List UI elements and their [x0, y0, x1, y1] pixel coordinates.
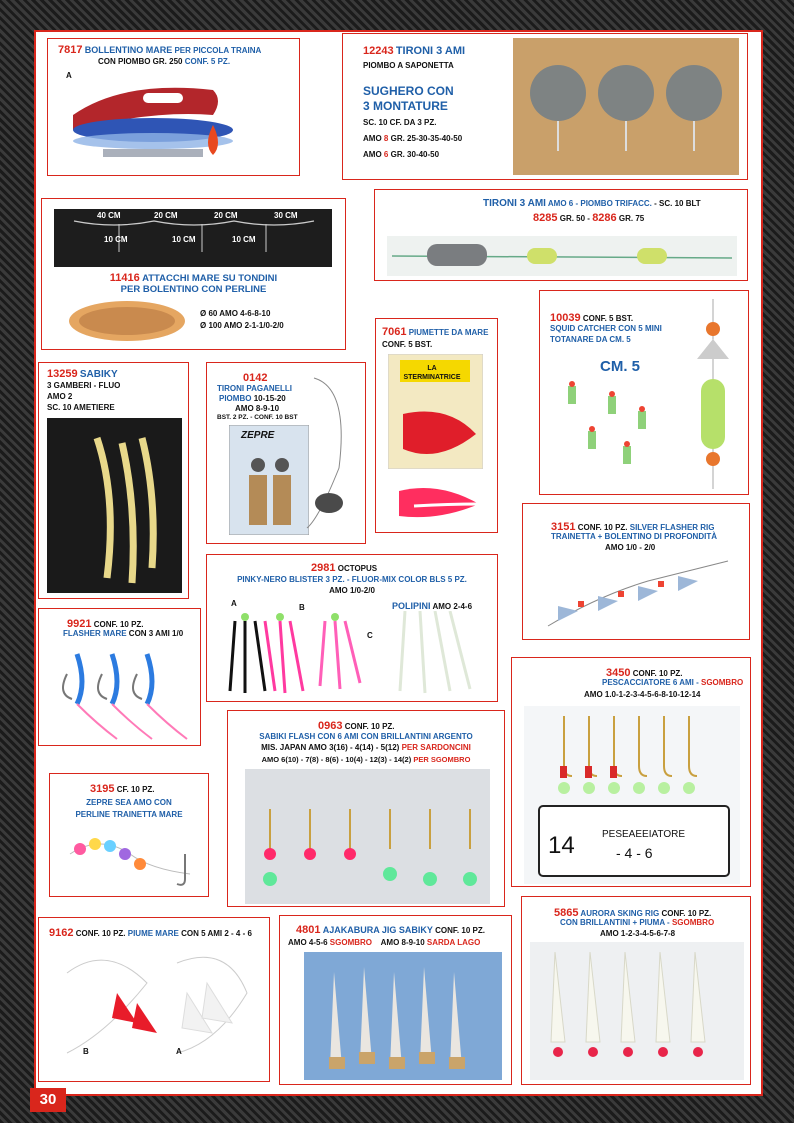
- product-amo: AMO 1-2-3-4-5-6-7-8: [600, 929, 676, 938]
- product-name: SILVER FLASHER RIG: [629, 523, 715, 532]
- product-amo: MIS. JAPAN AMO 3(16) - 4(14) - 5(12): [261, 743, 400, 752]
- product-species: PER SARDONCINI: [401, 743, 471, 752]
- product-name: SQUID CATCHER CON 5 MINI: [550, 324, 662, 333]
- product-code: 3195: [90, 783, 115, 795]
- product-line: CON PIOMBO GR. 250: [98, 57, 183, 66]
- product-desc: PER PICCOLA TRAINA: [174, 46, 262, 55]
- distance-label: 10 CM: [232, 235, 256, 244]
- product-size: CM. 5: [600, 358, 641, 375]
- product-amo: AMO 6(10) - 7(8) - 8(6) - 10(4) - 12(3) - 14(2): [261, 755, 412, 764]
- product-name: OCTOPUS: [337, 564, 378, 573]
- product-pack: CF. 10 PZ.: [116, 785, 155, 794]
- product-line: PIOMBO A SAPONETTA: [363, 61, 454, 70]
- product-spec: Ø 100 AMO 2-1-1/0-2/0: [200, 321, 284, 330]
- product-code: 13259: [47, 368, 78, 380]
- product-name: SABIKI FLASH CON 6 AMI CON BRILLANTINI ARGENTO: [259, 732, 473, 741]
- product-line: PINKY-NERO BLISTER 3 PZ. - FLUOR-MIX COLOR BLS 5 PZ.: [237, 575, 467, 584]
- product-code: 9921: [67, 618, 92, 630]
- amo-size: 6: [383, 150, 389, 159]
- distance-label: 40 CM: [97, 211, 121, 220]
- product-code: 0963: [318, 720, 343, 732]
- product-pack: SC. 10 CF. DA 3 PZ.: [363, 118, 437, 127]
- product-code: 12243: [363, 45, 394, 57]
- product-line: CON 5 AMI 2 - 4 - 6: [181, 929, 252, 938]
- product-species: SARDA LAGO: [426, 938, 481, 947]
- product-pack: CONF. 10 PZ.: [435, 926, 485, 935]
- product-image: [513, 38, 739, 175]
- page-number: 30: [30, 1088, 66, 1112]
- product-2981[interactable]: [206, 554, 498, 702]
- product-sub1: SUGHERO CON: [363, 84, 454, 98]
- product-pack: CONF. 10 PZ.: [661, 909, 712, 918]
- product-weight: GR. 50 -: [559, 214, 590, 223]
- product-amo: AMO 4-5-6: [288, 938, 328, 947]
- distance-label: 20 CM: [154, 211, 178, 220]
- product-0142[interactable]: [206, 362, 366, 544]
- product-name: AJAKABURA JIG SABIKY: [322, 925, 433, 935]
- product-name: AURORA SKING RIG: [580, 909, 660, 918]
- product-name: BOLLENTINO MARE: [84, 45, 173, 55]
- product-pack: BST. 2 PZ. - CONF. 10 BST: [217, 414, 298, 421]
- brand-label: ZEPRE: [241, 430, 275, 441]
- product-image: [304, 952, 502, 1080]
- product-name-2: TOTANARE DA CM. 5: [550, 335, 631, 344]
- variant-label: A: [176, 1047, 182, 1056]
- product-spec: Ø 60 AMO 4-6-8-10: [200, 309, 271, 318]
- amo-size: 8: [383, 134, 389, 143]
- product-image: [47, 644, 195, 742]
- sub-product-amo: AMO 2-4-6: [432, 602, 473, 611]
- distance-label: 30 CM: [274, 211, 298, 220]
- distance-label: 20 CM: [214, 211, 238, 220]
- amo-weights: GR. 30-40-50: [390, 150, 440, 159]
- product-code: 7061: [382, 326, 407, 338]
- product-species: SGOMBRO: [671, 918, 715, 927]
- card-text: PESEAEEIATORE: [602, 829, 685, 840]
- product-pack: CONF. 5 PZ.: [184, 57, 231, 66]
- distance-label: 10 CM: [172, 235, 196, 244]
- product-pack: CONF. 5 BST.: [382, 340, 433, 349]
- product-code: 7817: [58, 44, 83, 56]
- product-5865[interactable]: [521, 896, 751, 1085]
- product-code: 8285: [533, 212, 558, 224]
- product-name-2: PERLINE TRAINETTA MARE: [75, 810, 183, 819]
- variant-label: A: [66, 71, 72, 80]
- package-text: LA STERMINATRICE: [403, 365, 461, 382]
- product-9921[interactable]: [38, 608, 201, 746]
- product-name-2: CON BRILLANTINI + PIUMA -: [560, 918, 670, 927]
- product-code: 9162: [49, 927, 74, 939]
- distance-label: 10 CM: [104, 235, 128, 244]
- product-code: 3151: [551, 521, 576, 533]
- product-amo: AMO 8-9-10: [380, 938, 425, 947]
- product-weight: GR. 75: [618, 214, 645, 223]
- product-image-large: [685, 299, 740, 489]
- product-line: CON 3 AMI 1/0: [128, 629, 184, 638]
- variant-label: C: [367, 631, 373, 640]
- product-name: TIRONI PAGANELLI: [217, 384, 292, 393]
- card-number: 14: [548, 832, 575, 859]
- product-image: [63, 75, 288, 173]
- product-desc: AMO 6 - PIOMBO TRIFACC.: [547, 199, 652, 208]
- product-pack: CONF. 5 BST.: [582, 314, 634, 323]
- product-4801[interactable]: [279, 915, 512, 1085]
- product-line: AMO 2: [47, 392, 73, 401]
- product-amo: AMO 1/0-2/0: [329, 586, 375, 595]
- product-pack: - SC. 10 BLT: [654, 199, 701, 208]
- amo-label: AMO: [363, 150, 382, 159]
- product-name-species: SGOMBRO: [700, 678, 744, 687]
- product-line: 3 GAMBERI - FLUO: [47, 381, 121, 390]
- product-code: 3450: [606, 667, 631, 679]
- product-name-2: PER BOLENTINO CON PERLINE: [120, 284, 267, 295]
- product-image: [548, 376, 678, 486]
- product-weights: 10-15-20: [253, 394, 286, 403]
- variant-label: A: [231, 599, 237, 608]
- product-7817[interactable]: [47, 38, 300, 176]
- product-amo: AMO 1.0-1-2-3-4-5-6-8-10-12-14: [584, 690, 701, 699]
- product-name: PESCACCIATORE 6 AMI -: [602, 678, 699, 687]
- product-pack: CONF. 10 PZ.: [344, 722, 395, 731]
- product-name-2: PIOMBO: [219, 394, 252, 403]
- product-amo: AMO 8-9-10: [235, 404, 280, 413]
- product-0963[interactable]: [227, 710, 505, 907]
- product-name: ZEPRE SEA AMO CON: [86, 798, 172, 807]
- product-image: [245, 769, 490, 904]
- product-amo: AMO 1/0 - 2/0: [605, 543, 656, 552]
- product-name: PIUMETTE DA MARE: [408, 328, 489, 337]
- product-8285-8286[interactable]: [374, 189, 748, 281]
- product-image: [60, 824, 200, 892]
- amo-label: AMO: [363, 134, 382, 143]
- amo-weights: GR. 25-30-35-40-50: [390, 134, 463, 143]
- product-image: [47, 943, 263, 1078]
- variant-label: B: [83, 1047, 89, 1056]
- product-12243[interactable]: [342, 33, 748, 180]
- product-species: PER SGOMBRO: [413, 755, 471, 764]
- product-name: PIUME MARE: [127, 929, 179, 938]
- product-image: [47, 418, 182, 593]
- product-code: 0142: [243, 372, 268, 384]
- product-pack: CONF. 10 PZ.: [577, 523, 628, 532]
- product-code: 4801: [296, 924, 321, 936]
- product-name: ATTACCHI MARE SU TONDINI: [142, 273, 278, 284]
- variant-label: B: [299, 603, 305, 612]
- product-10039[interactable]: [539, 290, 749, 495]
- product-name: SABIKY: [79, 369, 118, 380]
- product-code: 11416: [109, 272, 140, 284]
- product-name: TIRONI 3 AMI: [395, 45, 466, 57]
- product-image: [538, 556, 738, 636]
- product-13259[interactable]: [38, 362, 189, 599]
- product-image-feather: [394, 476, 484, 528]
- card-sub: - 4 - 6: [616, 845, 653, 861]
- product-3151[interactable]: [522, 503, 750, 640]
- product-pack: CONF. 10 PZ.: [632, 669, 683, 678]
- product-7061[interactable]: [375, 318, 498, 533]
- product-code: 2981: [311, 562, 336, 574]
- product-3195[interactable]: [49, 773, 209, 897]
- product-9162[interactable]: [38, 917, 270, 1082]
- product-sub2: 3 MONTATURE: [363, 99, 448, 113]
- product-code: 5865: [554, 907, 579, 919]
- product-image: [225, 611, 485, 699]
- product-name: FLASHER MARE: [63, 629, 127, 638]
- sub-product-name: POLIPINI: [392, 601, 431, 611]
- product-image-rig: [299, 368, 361, 538]
- product-image-spool: [67, 299, 187, 344]
- product-11416[interactable]: [41, 198, 346, 350]
- product-pack: CONF. 10 PZ.: [93, 620, 144, 629]
- product-species: SGOMBRO: [329, 938, 373, 947]
- product-pack: CONF. 10 PZ.: [75, 929, 126, 938]
- product-code: 10039: [550, 312, 581, 324]
- product-line: SC. 10 AMETIERE: [47, 403, 115, 412]
- product-name: TIRONI 3 AMI: [483, 198, 546, 209]
- product-name-2: TRAINETTA + BOLENTINO DI PROFONDITÀ: [551, 532, 717, 541]
- product-image: [530, 942, 744, 1080]
- product-3450[interactable]: [511, 657, 751, 887]
- product-code: 8286: [592, 212, 617, 224]
- product-image: [387, 236, 737, 276]
